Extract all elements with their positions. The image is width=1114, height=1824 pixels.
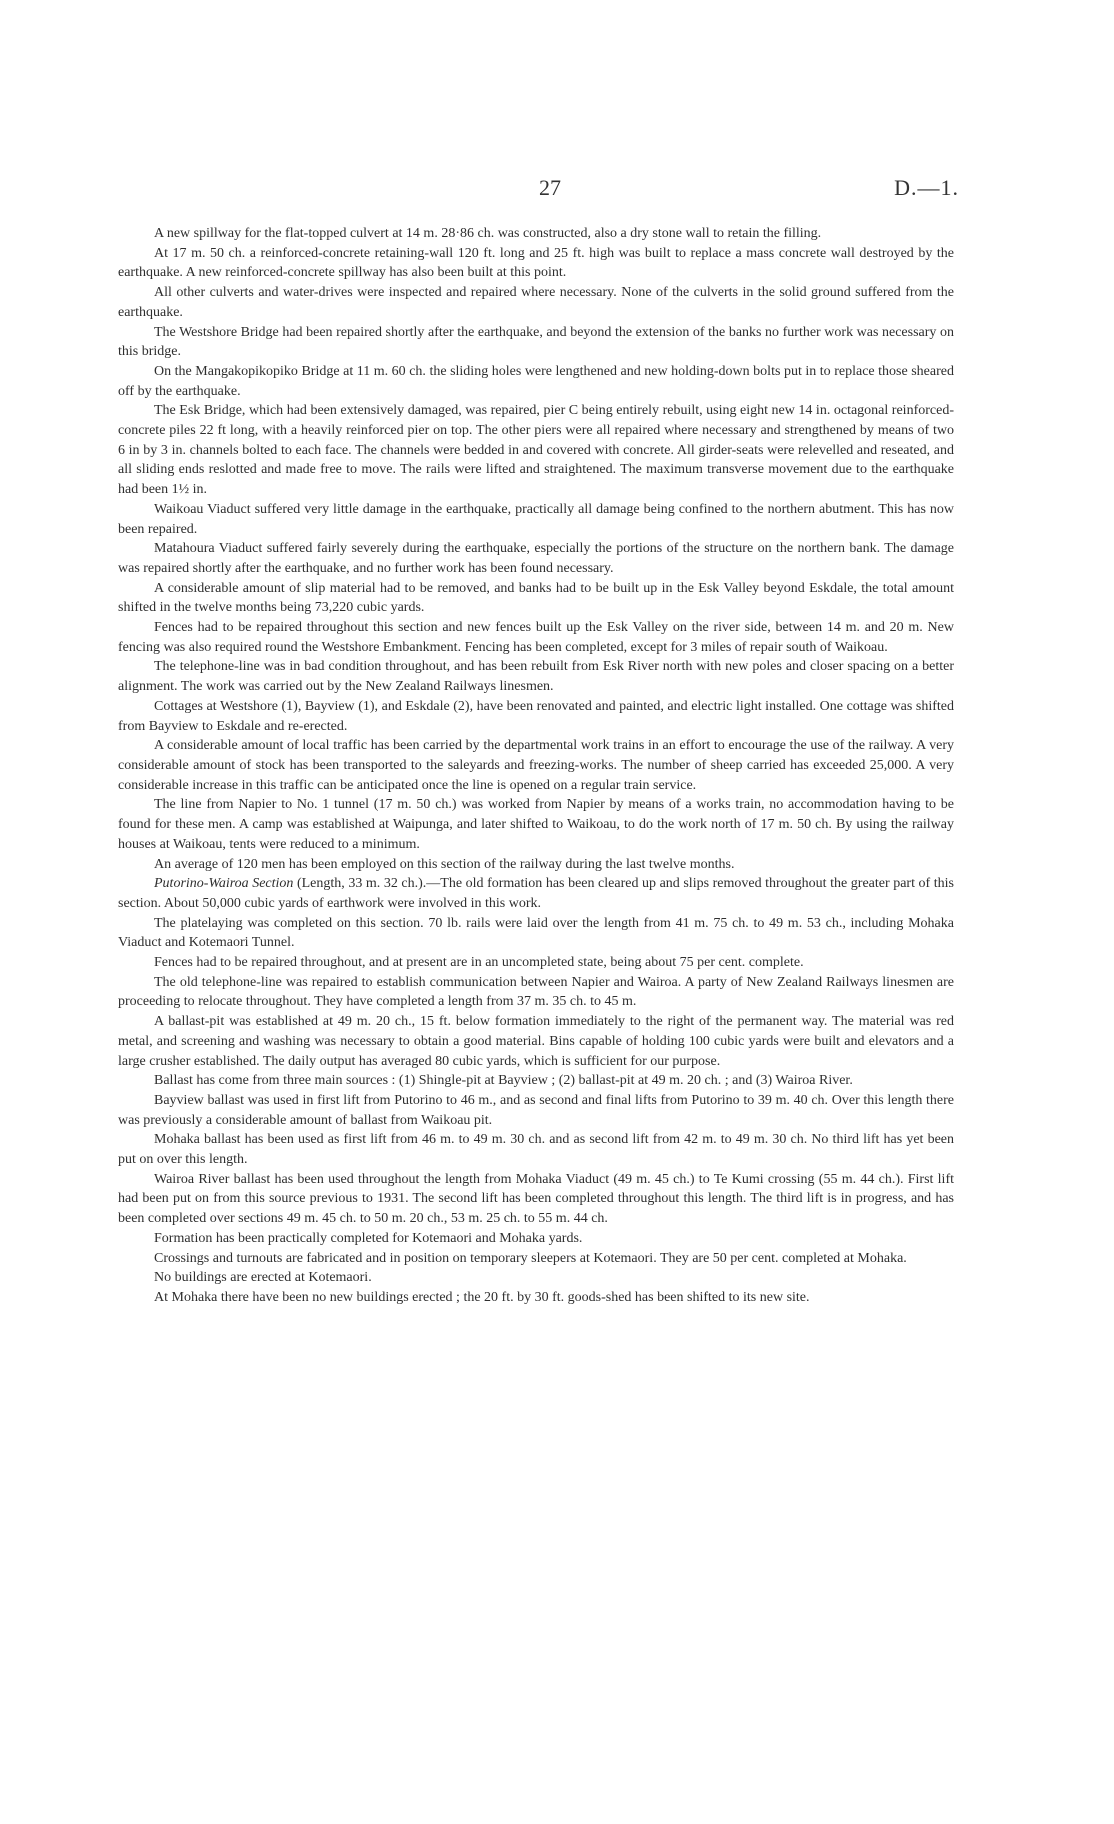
paragraph: Fences had to be repaired throughout this section and new fences built up the Esk Valley on the river side, between 14 m. and 20 m. New fencing was also required round the Westshore Embankment. Fencing has been completed, except for 3 miles of repair south of Waikoau.	[118, 620, 954, 655]
paragraph: Crossings and turnouts are fabricated and in position on temporary sleepers at Kotemaori. They are 50 per cent. completed at Mohaka.	[154, 1250, 907, 1266]
paragraph: A ballast-pit was established at 49 m. 20 ch., 15 ft. below formation immediately to the right of the permanent way. The material was red metal, and screening and washing was necessary to obtain a good material. Bins capable of holding 100 cubic yards were built and elevators and a large crusher established. The daily output has averaged 80 cubic yards, which is sufficient for our purpose.	[118, 1014, 954, 1069]
page-number: 27	[539, 175, 561, 200]
paragraph: No buildings are erected at Kotemaori.	[154, 1270, 372, 1286]
paragraph: The platelaying was completed on this section. 70 lb. rails were laid over the length from 41 m. 75 ch. to 49 m. 53 ch., including Mohaka Viaduct and Kotemaori Tunnel.	[118, 915, 954, 951]
paragraph-text: (Length, 33 m. 32 ch.).—The old formation has been cleared up and slips removed throughout the greater part of this section. About 50,000 cubic yards of earthwork were involved in this work.	[118, 876, 954, 911]
paragraph: Waikoau Viaduct suffered very little damage in the earthquake, practically all damage being confined to the northern abutment. This has now been repaired.	[118, 501, 954, 537]
paragraph: The telephone-line was in bad condition throughout, and has been rebuilt from Esk River north with new poles and closer spacing on a better alignment. The work was carried out by the New Zealand Railways linesmen.	[118, 659, 954, 695]
paragraph: An average of 120 men has been employed on this section of the railway during the last twelve months.	[154, 856, 735, 872]
paragraph: On the Mangakopikopiko Bridge at 11 m. 60 ch. the sliding holes were lengthened and new holding-down bolts put in to replace those sheared off by the earthquake.	[118, 363, 954, 399]
paragraph: A considerable amount of local traffic has been carried by the departmental work trains in an effort to encourage the use of the railway. A very considerable amount of stock has been transported to the saleyards and freezing-works. The number of sheep carried has exceeded 25,000. A very considerable increase in this traffic can be anticipated once the line is opened on a regular train service.	[118, 738, 954, 793]
section-paragraph	[118, 874, 954, 913]
paragraph: A new spillway for the flat-topped culvert at 14 m. 28·86 ch. was constructed, also a dry stone wall to retain the filling.	[154, 226, 822, 241]
paragraph: Matahoura Viaduct suffered fairly severely during the earthquake, especially the portions of the structure on the northern bank. The damage was repaired shortly after the earthquake, and no further work has been found necessary.	[118, 541, 954, 576]
paragraph: The line from Napier to No. 1 tunnel (17 m. 50 ch.) was worked from Napier by means of a works train, no accommodation having to be found for these men. A camp was established at Waipunga, and later shifted to Waikoau, to do the work north of 17 m. 50 ch. By using the railway houses at Waikoau, tents were reduced to a minimum.	[118, 797, 954, 852]
paragraph: Wairoa River ballast has been used throughout the length from Mohaka Viaduct (49 m. 45 ch.) to Te Kumi crossing (55 m. 44 ch.). First lift had been put on from this source previous to 1931. The second lift has been completed throughout this length. The third lift is in progress, and has been completed over sections 49 m. 45 ch. to 50 m. 20 ch., 53 m. 25 ch. to 55 m. 44 ch.	[118, 1171, 954, 1227]
paragraph: The old telephone-line was repaired to establish communication between Napier and Wairoa. A party of New Zealand Railways linesmen are proceeding to relocate throughout. They have completed a length from 37 m. 35 ch. to 45 m.	[118, 974, 954, 1010]
paragraph: At 17 m. 50 ch. a reinforced-concrete retaining-wall 120 ft. long and 25 ft. high was built to replace a mass concrete wall destroyed by the earthquake. A new reinforced-concrete spillway has also been built at this point.	[118, 245, 954, 281]
paragraph: Ballast has come from three main sources : (1) Shingle-pit at Bayview ; (2) ballast-pit at 49 m. 20 ch. ; and (3) Wairoa River.	[154, 1073, 853, 1089]
paragraph: Fences had to be repaired throughout, and at present are in an uncompleted state, being about 75 per cent. complete.	[154, 955, 804, 971]
paragraph: A considerable amount of slip material had to be removed, and banks had to be built up in the Esk Valley beyond Eskdale, the total amount shifted in the twelve months being 73,220 cubic yards.	[118, 580, 954, 616]
paragraph: Cottages at Westshore (1), Bayview (1), and Eskdale (2), have been renovated and painted, and electric light installed. One cottage was shifted from Bayview to Eskdale and re-erected.	[118, 698, 954, 734]
paragraph: Formation has been practically completed for Kotemaori and Mohaka yards.	[154, 1230, 583, 1246]
paragraph: Mohaka ballast has been used as first lift from 46 m. to 49 m. 30 ch. and as second lift from 42 m. to 49 m. 30 ch. No third lift has yet been put on over this length.	[118, 1132, 954, 1168]
body-text	[118, 224, 954, 1308]
section-heading: Putorino-Wairoa Section	[154, 876, 294, 892]
document-reference: D.—1.	[894, 175, 959, 200]
paragraph: All other culverts and water-drives were inspected and repaired where necessary. None of the culverts in the solid ground suffered from the earthquake.	[118, 285, 954, 320]
paragraph: Bayview ballast was used in first lift from Putorino to 46 m., and as second and final lifts from Putorino to 39 m. 40 ch. Over this length there was previously a considerable amount of ballast from Waikoau pit.	[118, 1092, 954, 1128]
paragraph: The Westshore Bridge had been repaired shortly after the earthquake, and beyond the extension of the banks no further work was necessary on this bridge.	[118, 324, 954, 360]
paragraph: At Mohaka there have been no new buildings erected ; the 20 ft. by 30 ft. goods-shed has been shifted to its new site.	[154, 1289, 810, 1305]
paragraph: The Esk Bridge, which had been extensively damaged, was repaired, pier C being entirely rebuilt, using eight new 14 in. octagonal reinforced-concrete piles 22 ft long, with a heavily reinforced pier on top. The other piers were all repaired where necessary and strengthened by means of two 6 in by 3 in. channels bolted to each face. The channels were bedded in and covered with concrete. All girder-seats were relevelled and reseated, and all sliding ends reslotted and made free to move. The rails were lifted and straightened. The maximum transverse movement due to the earthquake had been 1½ in.	[118, 403, 954, 498]
